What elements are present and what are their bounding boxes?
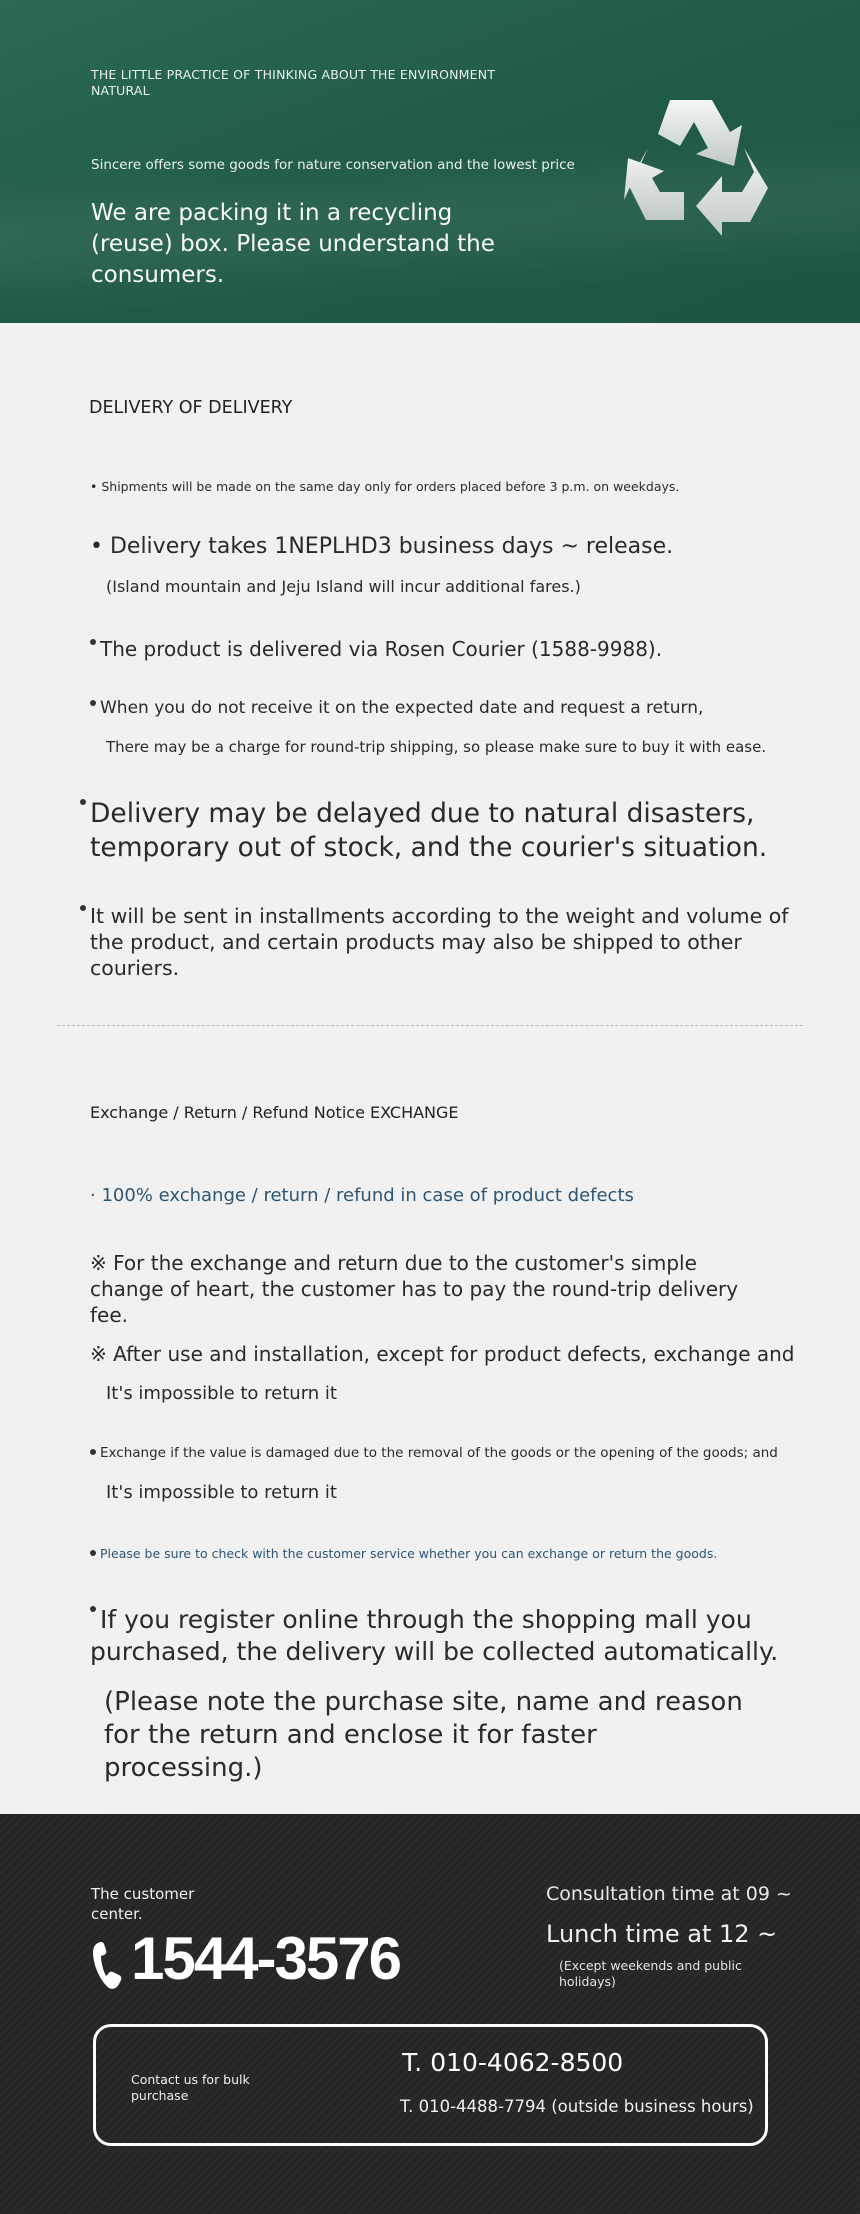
customer-phone-number[interactable]: 1544-3576 (131, 1925, 400, 1992)
delivery-installments-text: It will be sent in installments according to the weight and volume of the product, and certain products may also be shipped to other couriers. (90, 904, 789, 980)
exchange-defects: · 100% exchange / return / refund in case of product defects (90, 1185, 634, 1206)
bullet-icon (90, 639, 96, 645)
exchange-online-text: If you register online through the shopping mall you purchased, the delivery will be collected automatically. (90, 1605, 779, 1666)
bullet-icon (90, 1550, 96, 1556)
bullet-icon (80, 905, 86, 911)
exchange-after-use: ※ After use and installation, except for product defects, exchange and (90, 1342, 795, 1366)
exchange-damaged-text: Exchange if the value is damaged due to the removal of the goods or the opening of the goods; and (100, 1445, 778, 1461)
phone-icon (91, 1940, 123, 1990)
recycle-icon (618, 96, 778, 246)
delivery-return-note: There may be a charge for round-trip shipping, so please make sure to buy it with ease. (106, 738, 767, 756)
delivery-same-day: • Shipments will be made on the same day only for orders placed before 3 p.m. on weekdays. (90, 479, 680, 494)
exchange-after-use-note: It's impossible to return it (106, 1383, 337, 1404)
bullet-icon (90, 1606, 96, 1612)
customer-center-label: The customer center. (91, 1885, 195, 1923)
except-holidays-note: (Except weekends and public holidays) (559, 1958, 742, 1989)
exchange-damaged (90, 1445, 778, 1461)
exchange-check-text: Please be sure to check with the customer service whether you can exchange or return the goods. (100, 1546, 718, 1561)
delivery-days: • Delivery takes 1NEPLHD3 business days ~ release. (90, 534, 674, 559)
customer-center-footer (0, 1814, 860, 2214)
consultation-time: Consultation time at 09 ~ (546, 1883, 792, 1905)
delivery-delay (90, 797, 790, 865)
hero-banner (0, 0, 860, 323)
delivery-delay-text: Delivery may be delayed due to natural disasters, temporary out of stock, and the courier's situation. (90, 798, 768, 863)
exchange-damaged-note: It's impossible to return it (106, 1482, 337, 1503)
exchange-check (90, 1546, 717, 1561)
hero-eyebrow: THE LITTLE PRACTICE OF THINKING ABOUT THE ENVIRONMENT NATURAL (91, 67, 496, 98)
delivery-courier (90, 637, 662, 661)
lunch-time: Lunch time at 12 ~ (546, 1920, 778, 1948)
exchange-title: Exchange / Return / Refund Notice EXCHANGE (90, 1103, 459, 1122)
delivery-return-text: When you do not receive it on the expected date and request a return, (100, 698, 704, 718)
bulk-phone-outside[interactable]: T. 010-4488-7794 (outside business hours) (400, 2097, 754, 2116)
exchange-online-note: (Please note the purchase site, name and reason for the return and enclose it for faster processing.) (104, 1687, 743, 1783)
bulk-purchase-label: Contact us for bulk purchase (131, 2072, 250, 2103)
delivery-courier-text: The product is delivered via Rosen Courier (1588-9988). (100, 637, 663, 661)
bullet-icon (90, 700, 96, 706)
delivery-return (90, 698, 703, 718)
exchange-simple-change: ※ For the exchange and return due to the customer's simple change of heart, the customer has to pay the round-trip delivery fee. (90, 1251, 739, 1327)
delivery-title: DELIVERY OF DELIVERY (89, 398, 293, 418)
bullet-icon (80, 799, 86, 805)
delivery-installments (90, 903, 790, 981)
bulk-phone-main[interactable]: T. 010-4062-8500 (402, 2048, 624, 2077)
section-divider (57, 1025, 803, 1026)
bullet-icon (90, 1449, 96, 1455)
hero-headline: We are packing it in a recycling (reuse) box. Please understand the consumers. (91, 200, 495, 288)
exchange-online (90, 1604, 790, 1668)
hero-subtitle: Sincere offers some goods for nature conservation and the lowest price (91, 157, 575, 173)
delivery-days-note: (Island mountain and Jeju Island will incur additional fares.) (106, 577, 581, 596)
